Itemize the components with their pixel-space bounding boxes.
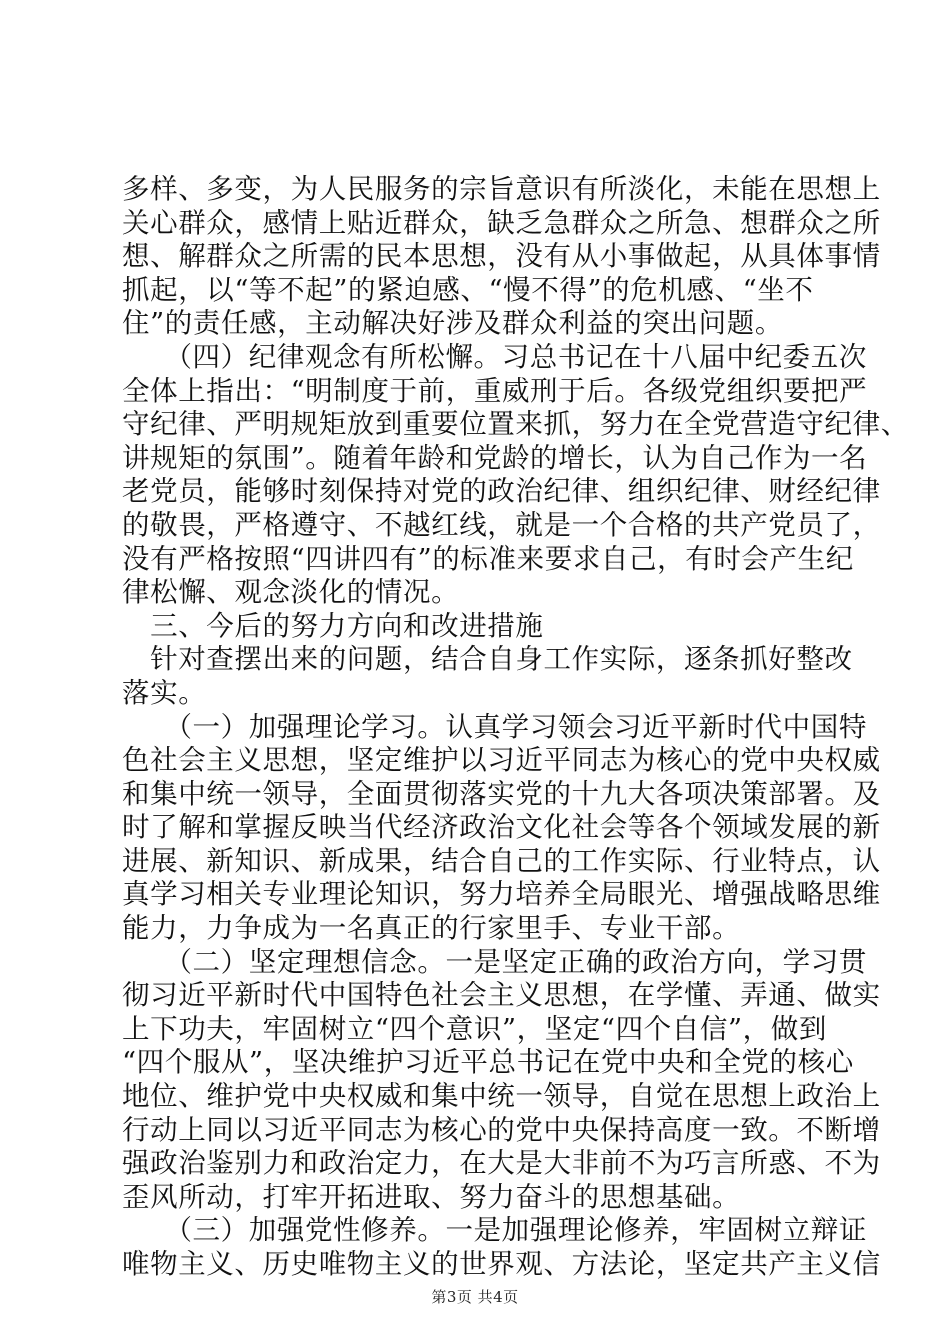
- text-line: 彻习近平新时代中国特色社会主义思想，在学懂、弄通、做实: [122, 979, 881, 1012]
- text-line: 没有严格按照“四讲四有”的标准来要求自己，有时会产生纪: [122, 542, 854, 575]
- text-line: 抓起，以“等不起”的紧迫感、“慢不得”的危机感、“坐不: [122, 273, 814, 306]
- text-line: 歪风所动，打牢开拓进取、努力奋斗的思想基础。: [122, 1180, 741, 1213]
- text-line: 的敬畏，严格遵守、不越红线，就是一个合格的共产党员了，: [122, 508, 881, 541]
- body-text: [122, 173, 909, 1282]
- text-line: 律松懈、观念淡化的情况。: [122, 576, 460, 609]
- text-line: 落实。: [122, 676, 207, 709]
- text-line: 老党员，能够时刻保持对党的政治纪律、组织纪律、财经纪律: [122, 475, 881, 508]
- section-heading: 三、今后的努力方向和改进措施: [122, 609, 544, 642]
- text-line: 真学习相关专业理论知识，努力培养全局眼光、增强战略思维: [122, 878, 881, 911]
- text-line: 多样、多变，为人民服务的宗旨意识有所淡化，未能在思想上: [122, 173, 881, 205]
- text-line: （四）纪律观念有所松懈。习总书记在十八届中纪委五次: [122, 340, 867, 373]
- text-line: 唯物主义、历史唯物主义的世界观、方法论，坚定共产主义信: [122, 1248, 881, 1280]
- text-line: 关心群众，感情上贴近群众，缺乏急群众之所急、想群众之所: [122, 206, 881, 239]
- text-line: 能力，力争成为一名真正的行家里手、专业干部。: [122, 912, 741, 945]
- text-line: “四个服从”，坚决维护习近平总书记在党中央和全党的核心: [122, 1046, 854, 1079]
- text-line: 时了解和掌握反映当代经济政治文化社会等各个领域发展的新: [122, 811, 881, 844]
- text-line: 行动上同以习近平同志为核心的党中央保持高度一致。不断增: [122, 1113, 881, 1146]
- page-number-footer: 第3页 共4页: [431, 1288, 519, 1306]
- text-line: 全体上指出：“明制度于前，重威刑于后。各级党组织要把严: [122, 374, 868, 407]
- text-line: 地位、维护党中央权威和集中统一领导，自觉在思想上政治上: [122, 1080, 881, 1113]
- text-line: 上下功夫，牢固树立“四个意识”，坚定“四个自信”，做到: [122, 1012, 827, 1045]
- text-line: 守纪律、严明规矩放到重要位置来抓，努力在全党营造守纪律、: [122, 408, 909, 441]
- text-line: 和集中统一领导，全面贯彻落实党的十九大各项决策部署。及: [122, 777, 881, 810]
- text-line: （二）坚定理想信念。一是坚定正确的政治方向，学习贯: [122, 945, 867, 978]
- text-line: 讲规矩的氛围”。随着年龄和党龄的增长，认为自己作为一名: [122, 441, 868, 474]
- text-line: 进展、新知识、新成果，结合自己的工作实际、行业特点，认: [122, 844, 881, 877]
- text-line: 住”的责任感，主动解决好涉及群众利益的突出问题。: [122, 307, 783, 340]
- text-line: 强政治鉴别力和政治定力，在大是大非前不为巧言所惑、不为: [122, 1147, 881, 1180]
- text-line: （三）加强党性修养。一是加强理论修养，牢固树立辩证: [122, 1214, 867, 1247]
- text-line: （一）加强理论学习。认真学习领会习近平新时代中国特: [122, 710, 867, 743]
- text-line: 色社会主义思想，坚定维护以习近平同志为核心的党中央权威: [122, 744, 881, 777]
- text-line: 针对查摆出来的问题，结合自身工作实际，逐条抓好整改: [122, 643, 853, 676]
- text-line: 想、解群众之所需的民本思想，没有从小事做起，从具体事情: [122, 240, 881, 273]
